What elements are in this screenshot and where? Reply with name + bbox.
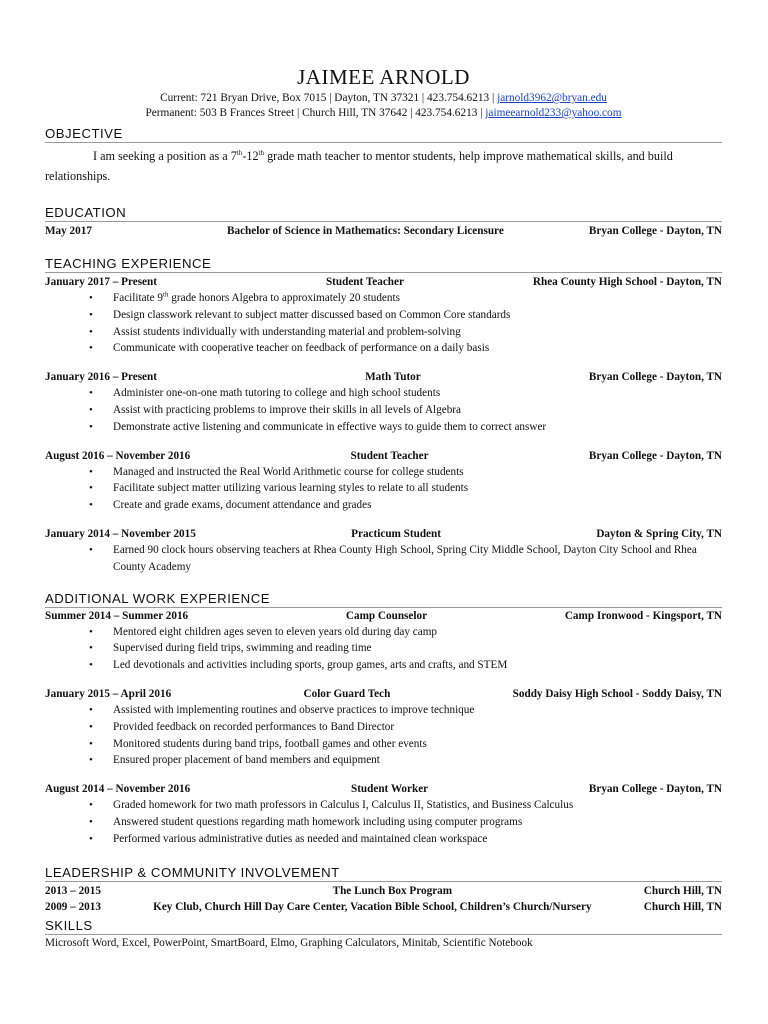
- bullet-item: • Supervised during field trips, swimming and reading time: [113, 640, 722, 657]
- job-role: Color Guard Tech: [303, 687, 391, 700]
- bullet-item: • Demonstrate active listening and communicate in effective ways to guide them to correct answer: [113, 419, 722, 436]
- objective-sup: th: [258, 148, 265, 157]
- job-role: Math Tutor: [365, 371, 421, 384]
- job-place: Dayton & Spring City, TN: [596, 527, 722, 540]
- bullet-item: • Create and grade exams, document attendance and grades: [113, 497, 722, 514]
- job-date: August 2014 – November 2016: [45, 783, 191, 796]
- skills-text: Microsoft Word, Excel, PowerPoint, SmartBoard, Elmo, Graphing Calculators, Minitab, Scientific Notebook: [45, 936, 533, 949]
- job-place: Soddy Daisy High School - Soddy Daisy, TN: [512, 687, 722, 700]
- leadership-date: 2009 – 2013: [45, 900, 101, 913]
- job-place: Camp Ironwood - Kingsport, TN: [564, 609, 722, 622]
- education-date: May 2017: [45, 225, 92, 237]
- job-bullets: [45, 797, 722, 847]
- objective-part: -12: [242, 149, 259, 163]
- job-role: Student Teacher: [350, 449, 429, 462]
- current-address: Current: 721 Bryan Drive, Box 7015 | Dayton, TN 37321 | 423.754.6213 |: [160, 92, 498, 104]
- job-row: [45, 608, 722, 624]
- job-row: [45, 274, 722, 290]
- objective-text: [45, 146, 722, 186]
- job-row: [45, 369, 722, 385]
- job-row: [45, 781, 722, 797]
- leadership-row: [45, 899, 722, 915]
- permanent-email-link[interactable]: jaimeearnold233@yahoo.com: [485, 107, 622, 119]
- education-heading: EDUCATION: [45, 204, 722, 222]
- job-date: January 2016 – Present: [45, 371, 157, 384]
- bullet-item: • Communicate with cooperative teacher on feedback of performance on a daily basis: [113, 340, 722, 357]
- leadership-role: Key Club, Church Hill Day Care Center, Vacation Bible School, Children’s Church/Nursery: [153, 900, 592, 913]
- work-heading: ADDITIONAL WORK EXPERIENCE: [45, 590, 722, 608]
- job-role: Practicum Student: [351, 527, 441, 540]
- job-place: Bryan College - Dayton, TN: [588, 783, 722, 796]
- bullet-item: • Assist students individually with understanding material and problem-solving: [113, 324, 722, 341]
- bullet-text: grade honors Algebra to approximately 20 students: [168, 292, 400, 304]
- job-bullets: [45, 464, 722, 514]
- education-row: [45, 223, 722, 239]
- bullet-item: [113, 290, 722, 307]
- bullet-item: • Assisted with implementing routines and observe practices to improve technique: [113, 702, 722, 719]
- bullet-item: • Graded homework for two math professors in Calculus I, Calculus II, Statistics, and Business Calculus: [113, 797, 722, 814]
- bullet-item: • Design classwork relevant to subject matter discussed based on Common Core standards: [113, 307, 722, 324]
- bullet-sup: th: [163, 290, 169, 299]
- leadership-row: [45, 883, 722, 899]
- bullet-item: • Mentored eight children ages seven to eleven years old during day camp: [113, 624, 722, 641]
- job-date: January 2015 – April 2016: [45, 687, 172, 700]
- leadership-date: 2013 – 2015: [45, 884, 101, 897]
- job-row: [45, 526, 722, 542]
- bullet-item: • Earned 90 clock hours observing teachers at Rhea County High School, Spring City Middle School, Dayton City School and Rhea County Academy: [113, 542, 722, 576]
- permanent-address: Permanent: 503 B Frances Street | Church Hill, TN 37642 | 423.754.6213 |: [145, 107, 486, 119]
- education-degree: Bachelor of Science in Mathematics: Secondary Licensure: [227, 225, 504, 237]
- job-row: [45, 448, 722, 464]
- bullet-item: • Led devotionals and activities including sports, group games, arts and crafts, and STEM: [113, 657, 722, 674]
- skills-heading: SKILLS: [45, 917, 722, 935]
- job-place: Bryan College - Dayton, TN: [588, 449, 722, 462]
- job-place: Rhea County High School - Dayton, TN: [532, 276, 722, 288]
- objective-heading: OBJECTIVE: [45, 125, 722, 143]
- job-bullets: [45, 702, 722, 769]
- bullet-item: • Monitored students during band trips, football games and other events: [113, 736, 722, 753]
- current-email-link[interactable]: jarnold3962@bryan.edu: [497, 92, 607, 104]
- leadership-heading: LEADERSHIP & COMMUNITY INVOLVEMENT: [45, 864, 722, 882]
- job-date: Summer 2014 – Summer 2016: [45, 609, 189, 622]
- bullet-item: • Administer one-on-one math tutoring to college and high school students: [113, 385, 722, 402]
- job-date: January 2017 – Present: [45, 276, 157, 288]
- job-role: Student Teacher: [325, 276, 404, 288]
- bullet-text: Facilitate 9: [113, 292, 164, 304]
- leadership-place: Church Hill, TN: [643, 900, 722, 913]
- objective-sup: th: [236, 148, 243, 157]
- bullet-item: • Facilitate subject matter utilizing various learning styles to relate to all students: [113, 480, 722, 497]
- job-bullets: [45, 624, 722, 674]
- leadership-role: The Lunch Box Program: [332, 884, 453, 897]
- job-bullets: [45, 385, 722, 435]
- bullet-item: • Ensured proper placement of band members and equipment: [113, 752, 722, 769]
- job-date: January 2014 – November 2015: [45, 527, 196, 540]
- bullet-item: • Answered student questions regarding math homework including using computer programs: [113, 814, 722, 831]
- job-role: Camp Counselor: [345, 609, 428, 622]
- bullet-item: • Managed and instructed the Real World Arithmetic course for college students: [113, 464, 722, 481]
- bullet-item: • Provided feedback on recorded performances to Band Director: [113, 719, 722, 736]
- job-place: Bryan College - Dayton, TN: [588, 371, 722, 384]
- permanent-contact: [45, 106, 722, 121]
- job-bullets: [45, 542, 722, 576]
- bullet-item: • Performed various administrative duties as needed and maintained clean workspace: [113, 831, 722, 848]
- education-place: Bryan College - Dayton, TN: [588, 225, 722, 237]
- job-row: [45, 686, 722, 702]
- leadership-place: Church Hill, TN: [643, 884, 722, 897]
- objective-part: I am seeking a position as a 7: [93, 149, 237, 163]
- bullet-item: • Assist with practicing problems to improve their skills in all levels of Algebra: [113, 402, 722, 419]
- objective-part: grade math teacher to mentor students, help improve mathematical skills, and build relationships.: [45, 149, 673, 183]
- job-bullets: [45, 290, 722, 357]
- job-date: August 2016 – November 2016: [45, 449, 191, 462]
- teaching-heading: TEACHING EXPERIENCE: [45, 255, 722, 273]
- candidate-name: JAIMEE ARNOLD: [297, 65, 470, 89]
- job-role: Student Worker: [350, 783, 429, 796]
- resume-page: [45, 64, 722, 951]
- current-contact: [45, 91, 722, 106]
